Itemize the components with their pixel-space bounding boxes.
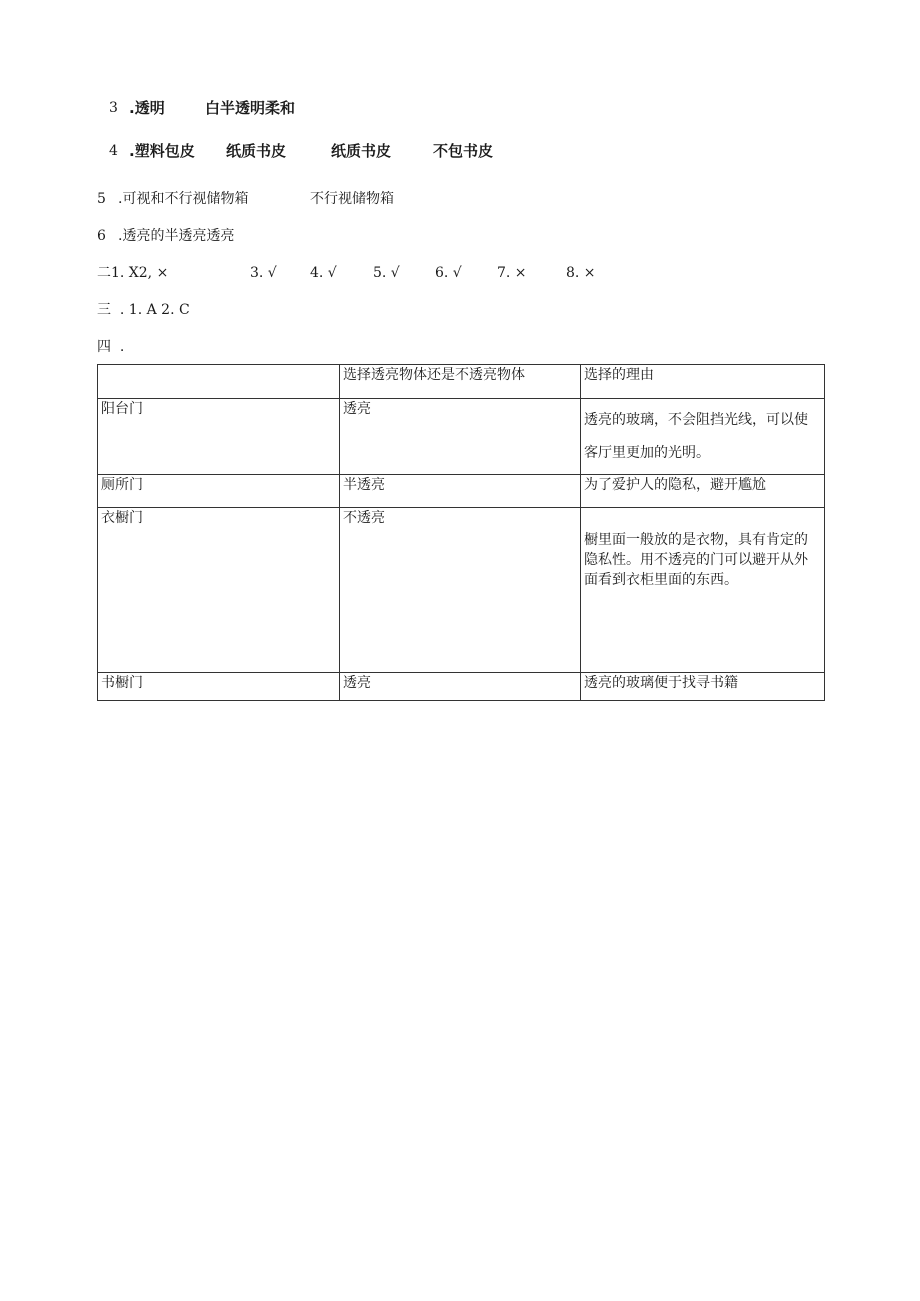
answer-text: .塑料包皮: [129, 142, 195, 160]
answer-text: .透亮的半透亮透亮: [118, 228, 235, 244]
answer-text: 7. ×: [497, 265, 527, 281]
place-cell: 衣橱门: [98, 508, 340, 673]
answer-text: 6. √: [435, 265, 462, 281]
section-three-answers: [97, 300, 190, 320]
item-number: 6: [97, 228, 106, 244]
choice-cell: 不透亮: [340, 508, 581, 673]
reason-cell: 为了爱护人的隐私，避开尴尬: [581, 475, 825, 508]
answer-text: 三 . 1. A 2. C: [97, 302, 190, 318]
answer-text: 8. ×: [566, 265, 596, 281]
choice-cell: 半透亮: [340, 475, 581, 508]
answer-text: 白半透明柔和: [205, 99, 296, 117]
header-cell: 选择透亮物体还是不透亮物体: [340, 365, 581, 399]
answer-text: 5. √: [373, 265, 400, 281]
table-row: [98, 475, 825, 508]
table-header-row: [98, 365, 825, 399]
reason-cell: 透亮的玻璃便于找寻书籍: [581, 673, 825, 701]
choice-cell: 透亮: [340, 673, 581, 701]
answer-text: .透明: [129, 99, 165, 117]
table-row: [98, 673, 825, 701]
place-cell: 阳台门: [98, 399, 340, 475]
answer-text: 纸质书皮: [331, 142, 392, 160]
place-cell: 书橱门: [98, 673, 340, 701]
answer-text: 不行视储物箱: [310, 191, 394, 207]
table-row: [98, 399, 825, 475]
section-four-heading: [97, 337, 124, 357]
answer-text: .可视和不行视储物箱: [118, 191, 249, 207]
answer-text: 二1. X2, ×: [97, 265, 169, 281]
item-number: 3: [109, 100, 118, 116]
door-choice-table: [97, 364, 825, 701]
place-cell: 厕所门: [98, 475, 340, 508]
header-cell: [98, 365, 340, 399]
header-cell: 选择的理由: [581, 365, 825, 399]
answer-text: 4. √: [310, 265, 337, 281]
item-number: 4: [109, 143, 118, 159]
answer-text: 3. √: [250, 265, 277, 281]
answer-text: 纸质书皮: [226, 142, 287, 160]
answer-text: 不包书皮: [433, 142, 494, 160]
answer-text: 四 .: [97, 339, 125, 355]
table-row: [98, 508, 825, 673]
reason-cell: 橱里面一般放的是衣物，具有肯定的隐私性。用不透亮的门可以避开从外面看到衣柜里面的东西。: [581, 508, 825, 673]
item-number: 5: [97, 191, 106, 207]
choice-cell: 透亮: [340, 399, 581, 475]
reason-cell: 透亮的玻璃，不会阻挡光线，可以使客厅里更加的光明。: [581, 399, 825, 475]
